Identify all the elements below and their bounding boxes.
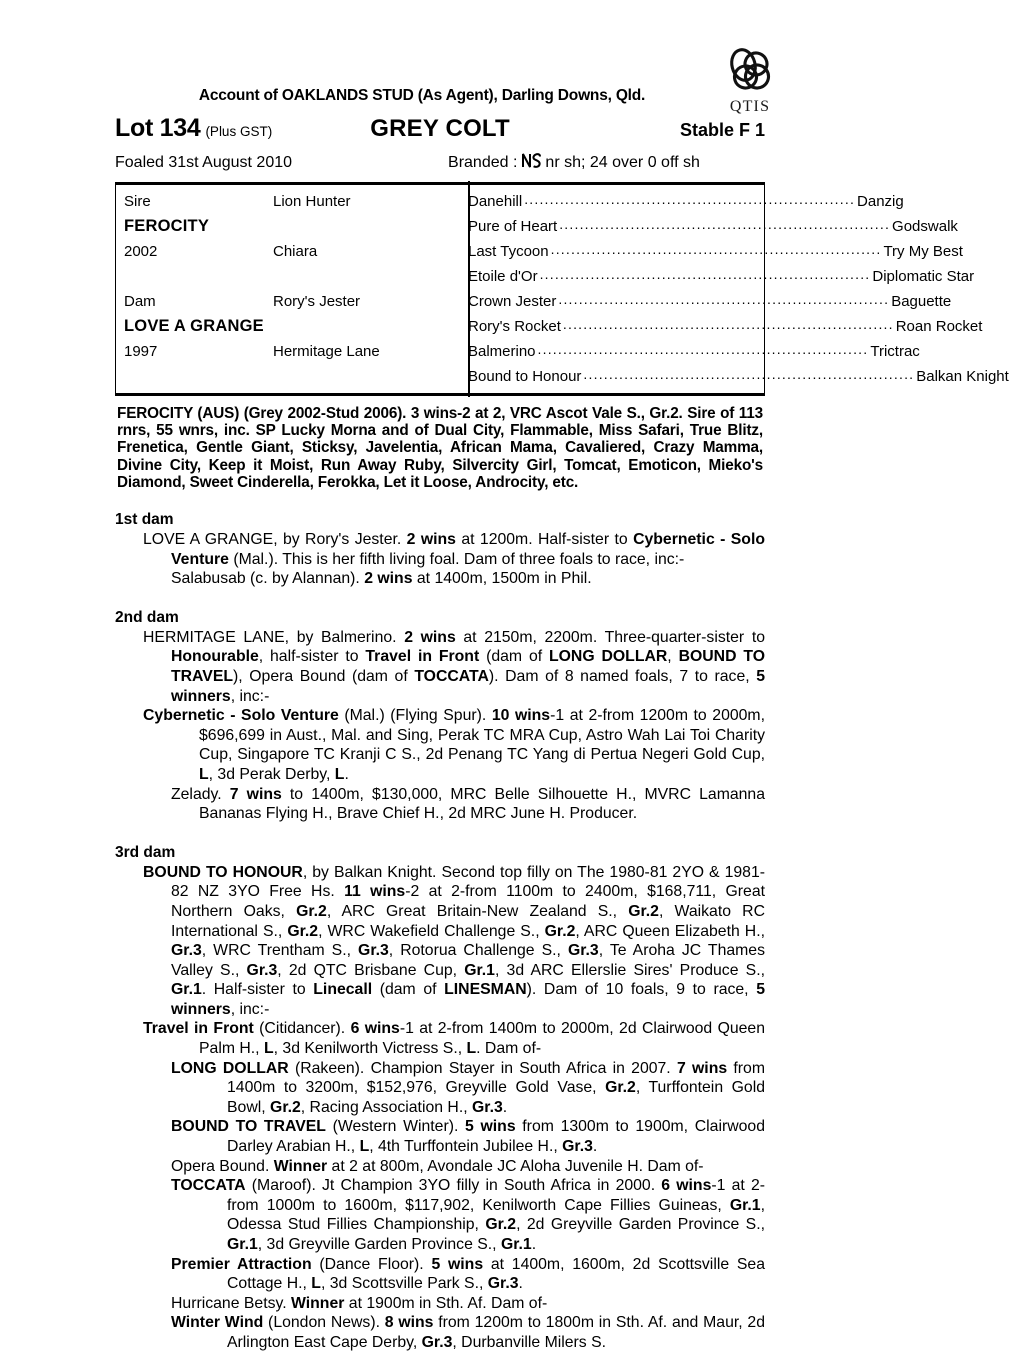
body-text: LOVE A GRANGE, by Rory's Jester. bbox=[143, 531, 407, 549]
emphasis-text: Gr.2 bbox=[287, 922, 319, 940]
account-line: Account of OAKLANDS STUD (As Agent), Darling Downs, Qld. bbox=[198, 87, 646, 104]
emphasis-text: 2 wins bbox=[404, 628, 456, 646]
emphasis-text: Gr.1 bbox=[227, 1236, 258, 1254]
emphasis-text: 6 wins bbox=[350, 1020, 400, 1038]
table-row bbox=[116, 214, 958, 239]
pedigree-rows bbox=[116, 189, 1009, 389]
branded-detail: nr sh; 24 over 0 off sh bbox=[545, 154, 700, 171]
body-text: (London News). bbox=[263, 1314, 385, 1332]
emphasis-text: Gr.3 bbox=[421, 1333, 453, 1351]
body-text: , WRC Wakefield Challenge S., bbox=[318, 922, 545, 940]
gp-name: Etoile d'Or bbox=[468, 268, 538, 285]
body-text: . bbox=[518, 1275, 523, 1293]
body-text: (Mal.). This is her fifth living foal. Dam of three foals to race, inc:- bbox=[228, 550, 685, 568]
emphasis-text: Winner bbox=[273, 1157, 328, 1175]
dam-heading: 1st dam bbox=[115, 511, 174, 529]
gp-name: Pure of Heart bbox=[468, 218, 558, 235]
body-text: at 1200m. Half-sister to bbox=[455, 531, 634, 549]
brand-mark-icon bbox=[521, 152, 543, 174]
body-text: , half-sister to bbox=[258, 648, 366, 666]
pedigree-entry bbox=[115, 569, 765, 589]
gp-name: Bound to Honour bbox=[468, 368, 582, 385]
sire-label: Sire bbox=[124, 193, 151, 210]
body-text: Opera Bound. bbox=[171, 1157, 274, 1175]
body-text: , inc:- bbox=[230, 687, 270, 705]
body-text: (Mal.) (Flying Spur). bbox=[338, 707, 492, 725]
emphasis-text: Linecall bbox=[313, 981, 373, 999]
emphasis-text: TOCCATA bbox=[414, 667, 489, 685]
body-text: , 2d QTC Brisbane Cup, bbox=[277, 961, 465, 979]
emphasis-text: LONG DOLLAR bbox=[171, 1059, 289, 1077]
body-text: , 2d Greyville Garden Province S., bbox=[516, 1216, 765, 1234]
gp-sire: Trictrac bbox=[870, 343, 920, 360]
body-text: , bbox=[667, 648, 679, 666]
emphasis-text: 2 wins bbox=[406, 531, 456, 549]
body-text: Hurricane Betsy. bbox=[171, 1294, 291, 1312]
body-text: at 1400m, 1500m in Phil. bbox=[412, 570, 592, 588]
body-text: , 3d Perak Derby, bbox=[208, 765, 335, 783]
leader-dots: ................................................................. bbox=[559, 216, 891, 232]
table-row bbox=[116, 289, 952, 314]
stable-label: Stable F 1 bbox=[679, 120, 765, 140]
body-text: at 2 at 800m, Avondale JC Aloha Juvenile H. Dam of- bbox=[327, 1157, 704, 1175]
body-text: , 3d Greyville Garden Province S., bbox=[257, 1236, 501, 1254]
emphasis-text: Gr.3 bbox=[171, 942, 202, 960]
pedigree-entry bbox=[115, 628, 765, 706]
plus-gst-note: (Plus GST) bbox=[205, 124, 273, 139]
emphasis-text: Winter Wind bbox=[171, 1314, 264, 1332]
gp-sire: Balkan Knight bbox=[916, 368, 1009, 385]
emphasis-text: Gr.2 bbox=[270, 1098, 301, 1116]
pedigree-entry bbox=[115, 1019, 765, 1058]
emphasis-text: BOUND TO HONOUR bbox=[143, 863, 303, 881]
body-text: Zelady. bbox=[171, 785, 230, 803]
body-text: , 3d ARC Ellerslie Sires' Produce S., bbox=[494, 961, 765, 979]
body-text: , Racing Association H., bbox=[300, 1098, 472, 1116]
body-text: ). Dam of 8 named foals, 7 to race, bbox=[488, 667, 757, 685]
body-text: , Durbanville Milers S. bbox=[452, 1333, 607, 1351]
body-text: at 1900m in Sth. Af. Dam of- bbox=[344, 1294, 548, 1312]
pedigree-entry bbox=[115, 1117, 765, 1156]
body-text: . Half-sister to bbox=[201, 981, 314, 999]
leader-dots: ................................................................. bbox=[583, 366, 915, 382]
pedigree-entry bbox=[115, 530, 765, 569]
dam-label: Dam bbox=[124, 293, 156, 310]
body-text: , by Balkan Knight. Second top filly on The 1980-81 2YO & 1981-82 NZ 3YO Free Hs. bbox=[171, 863, 765, 901]
lot-number: Lot 134 bbox=[115, 114, 201, 142]
emphasis-text: 5 winners bbox=[171, 667, 765, 705]
body-text: , WRC Trentham S., bbox=[201, 942, 359, 960]
gp-name: Danehill bbox=[468, 193, 523, 210]
body-text: , 3d Scottsville Park S., bbox=[320, 1275, 488, 1293]
emphasis-text: Gr.2 bbox=[628, 902, 659, 920]
body-text: , ARC Great Britain-New Zealand S., bbox=[326, 902, 629, 920]
pedigree-table bbox=[115, 182, 1009, 396]
emphasis-text: Gr.1 bbox=[729, 1196, 761, 1214]
emphasis-text: Gr.1 bbox=[500, 1236, 532, 1254]
leader-dots: ................................................................. bbox=[539, 266, 871, 282]
body-text: (Maroof). Jt Champion 3YO filly in South Africa in 2000. bbox=[245, 1177, 662, 1195]
pedigree-entry bbox=[115, 863, 765, 1020]
emphasis-text: 6 wins bbox=[661, 1177, 712, 1195]
sire-dam-name: Chiara bbox=[273, 243, 318, 260]
emphasis-text: L bbox=[311, 1275, 321, 1293]
leader-dots: ................................................................. bbox=[550, 241, 882, 257]
body-text: , Te Aroha JC Thames Valley S., bbox=[171, 942, 765, 979]
emphasis-text: Gr.1 bbox=[171, 981, 202, 999]
pedigree-gp-cell bbox=[468, 218, 966, 235]
emphasis-text: BOUND TO TRAVEL bbox=[171, 1118, 326, 1136]
emphasis-text: Honourable bbox=[171, 648, 259, 666]
body-text: ). Dam of 10 foals, 9 to race, bbox=[526, 981, 757, 999]
pedigree-entry bbox=[115, 1313, 765, 1352]
emphasis-text: BOUND TO TRAVEL bbox=[171, 648, 765, 685]
gp-sire: Roan Rocket bbox=[895, 318, 983, 335]
dam-sire-name: Rory's Jester bbox=[273, 293, 361, 310]
body-text: Salabusab (c. by Alannan). bbox=[171, 570, 365, 588]
pedigree-entry bbox=[115, 1255, 765, 1294]
pedigree-gp-cell bbox=[468, 368, 1017, 385]
branded-label: Branded : bbox=[448, 154, 518, 171]
emphasis-text: 10 wins bbox=[491, 707, 551, 725]
leader-dots: ................................................................. bbox=[562, 316, 894, 332]
body-text: , Rotorua Challenge S., bbox=[388, 942, 568, 960]
table-row bbox=[116, 364, 1009, 389]
emphasis-text: Gr.2 bbox=[485, 1216, 517, 1234]
pedigree-gp-cell bbox=[468, 243, 971, 260]
pedigree-gp-cell bbox=[468, 343, 928, 360]
body-text: , 3d Kenilworth Victress S., bbox=[273, 1040, 467, 1058]
emphasis-text: Gr.3 bbox=[562, 1138, 593, 1156]
body-text: (Rakeen). Champion Stayer in South Africa in 2007. bbox=[288, 1059, 677, 1077]
table-row bbox=[116, 264, 975, 289]
emphasis-text: 7 wins bbox=[676, 1059, 728, 1077]
body-text: . Dam of- bbox=[476, 1040, 542, 1058]
pedigree-gp-cell bbox=[468, 268, 982, 285]
branded-info bbox=[448, 150, 700, 172]
sire-year: 2002 bbox=[124, 243, 158, 260]
body-text: -1 at 2-from 1400m to 2000m, 2d Clairwood Queen Palm H., bbox=[199, 1020, 765, 1058]
gp-sire: Diplomatic Star bbox=[872, 268, 975, 285]
body-text: , ARC Queen Elizabeth H., bbox=[575, 922, 765, 940]
body-text: (Western Winter). bbox=[325, 1118, 466, 1136]
body-text: . bbox=[592, 1138, 598, 1156]
sire-sire-name: Lion Hunter bbox=[273, 193, 351, 210]
page-title: GREY COLT bbox=[370, 115, 510, 142]
pedigree-entry bbox=[115, 1059, 765, 1118]
pedigree-gp-cell bbox=[468, 193, 912, 210]
pedigree-gp-cell bbox=[468, 293, 959, 310]
body-text: HERMITAGE LANE, by Balmerino. bbox=[143, 628, 405, 646]
sire-summary-paragraph: FEROCITY (AUS) (Grey 2002-Stud 2006). 3 wins-2 at 2, VRC Ascot Vale S., Gr.2. Sire of 113 rnrs, 55 wnrs, inc. SP Lucky Morna and of Dual City, Flammable, Miss Safari, True Blitz, Frenetica, Gentle Giant, Sticksy, Javelentia, African Mama, Cavaliered, Crazy Mamma, Divine City, Keep it Moist, Run Away Ruby, Silvercity Girl, Tomcat, Emoticon, Mieko's Diamond, Sweet Cinderella, Ferokka, Let it Loose, Androcity, etc. bbox=[117, 405, 763, 491]
table-row bbox=[116, 189, 904, 214]
emphasis-text: TOCCATA bbox=[171, 1177, 246, 1195]
body-text: . bbox=[344, 765, 349, 783]
emphasis-text: 5 winners bbox=[171, 981, 765, 1018]
emphasis-text: Premier Attraction bbox=[171, 1255, 312, 1273]
body-text: (Citidancer). bbox=[253, 1020, 351, 1038]
body-text: . bbox=[502, 1098, 508, 1116]
emphasis-text: Gr.3 bbox=[472, 1098, 503, 1116]
leader-dots: ................................................................. bbox=[537, 341, 869, 357]
emphasis-text: 7 wins bbox=[229, 785, 282, 803]
table-row bbox=[116, 239, 963, 264]
gp-sire: Baguette bbox=[891, 293, 952, 310]
emphasis-text: 2 wins bbox=[364, 570, 413, 588]
emphasis-text: Gr.3 bbox=[358, 942, 389, 960]
body-text: , inc:- bbox=[230, 1000, 270, 1018]
emphasis-text: L bbox=[334, 765, 345, 783]
body-text: , Turffontein Gold Bowl, bbox=[227, 1079, 765, 1116]
emphasis-text: Gr.3 bbox=[567, 942, 599, 960]
body-text: (Dance Floor). bbox=[311, 1255, 432, 1273]
body-text: at 2150m, 2200m. Three-quarter-sister to bbox=[455, 628, 765, 646]
emphasis-text: Cybernetic - Solo Venture bbox=[143, 707, 339, 725]
gp-sire: Danzig bbox=[857, 193, 904, 210]
pedigree-entry bbox=[115, 706, 765, 784]
emphasis-text: 5 wins bbox=[431, 1255, 484, 1273]
emphasis-text: Gr.2 bbox=[544, 922, 576, 940]
emphasis-text: L bbox=[359, 1138, 370, 1156]
pedigree-gp-cell bbox=[468, 318, 990, 335]
emphasis-text: 8 wins bbox=[384, 1314, 434, 1332]
emphasis-text: 5 wins bbox=[465, 1118, 516, 1136]
gp-sire: Godswalk bbox=[892, 218, 958, 235]
body-text: , Odessa Stud Fillies Championship, bbox=[227, 1196, 765, 1234]
dam-name: LOVE A GRANGE bbox=[124, 317, 264, 335]
emphasis-text: LINESMAN bbox=[444, 981, 527, 999]
pedigree-entry bbox=[115, 785, 765, 824]
qtis-logo-mark bbox=[723, 44, 777, 98]
emphasis-text: Gr.2 bbox=[605, 1079, 636, 1097]
foaled-branded-row bbox=[115, 150, 765, 172]
table-row bbox=[116, 314, 983, 339]
emphasis-text: Cybernetic - Solo Venture bbox=[171, 531, 765, 568]
leader-dots: ................................................................. bbox=[524, 191, 856, 207]
body-text: , Waikato RC International S., bbox=[171, 902, 766, 940]
body-text: -1 at 2-from 1000m to 1600m, $117,902, Kenilworth Cape Fillies Guineas, bbox=[227, 1177, 765, 1214]
body-text: -2 at 2-from 1100m to 2400m, $168,711, Great Northern Oaks, bbox=[171, 883, 766, 920]
leader-dots: ................................................................. bbox=[558, 291, 890, 307]
body-text: -1 at 2-from 1200m to 2000m, $696,699 in Aust., Mal. and Sing, Perak TC MRA Cup, Astro Wah Lai Toi Charity Cup, Singapore TC Kranji C S., 2d Penang TC Yang di Pertua Negeri Gold Cup, bbox=[199, 707, 765, 764]
body-text: , 4th Turffontein Jubilee H., bbox=[369, 1138, 563, 1156]
emphasis-text: Gr.3 bbox=[487, 1275, 519, 1293]
body-text: ), Opera Bound (dam of bbox=[233, 667, 415, 685]
dam-heading: 2nd dam bbox=[115, 608, 179, 626]
emphasis-text: Winner bbox=[290, 1294, 345, 1312]
emphasis-text: Travel in Front bbox=[365, 648, 480, 666]
emphasis-text: Gr.1 bbox=[464, 961, 495, 979]
body-text: to 1400m, $130,000, MRC Belle Silhouette H., MVRC Lamanna Bananas Flying H., Brave Chief H., 2d MRC June H. Producer. bbox=[199, 785, 765, 823]
gp-sire: Try My Best bbox=[883, 243, 963, 260]
gp-name: Crown Jester bbox=[468, 293, 557, 310]
gp-name: Last Tycoon bbox=[468, 243, 549, 260]
emphasis-text: LONG DOLLAR bbox=[548, 648, 668, 666]
emphasis-text: L bbox=[263, 1040, 274, 1058]
emphasis-text: Travel in Front bbox=[143, 1020, 254, 1038]
emphasis-text: Gr.2 bbox=[296, 902, 327, 920]
foaled-date: Foaled 31st August 2010 bbox=[115, 154, 293, 171]
body-text: from 1300m to 1900m, Clairwood Darley Arabian H., bbox=[227, 1118, 765, 1156]
dam-year: 1997 bbox=[124, 343, 158, 360]
body-text: from 1200m to 1800m in Sth. Af. and Maur, 2d Arlington East Cape Derby, bbox=[227, 1314, 765, 1351]
dam-sections bbox=[115, 511, 765, 1353]
sire-name: FEROCITY bbox=[124, 217, 210, 235]
dam-heading: 3rd dam bbox=[115, 843, 176, 861]
pedigree-entry bbox=[115, 1294, 765, 1314]
qtis-logo bbox=[712, 44, 788, 115]
pedigree-entry bbox=[115, 1157, 765, 1177]
qtis-logo-text: QTIS bbox=[729, 98, 771, 115]
dam-dam-name: Hermitage Lane bbox=[273, 343, 380, 360]
brand-mark-glyph bbox=[521, 152, 543, 169]
gp-name: Balmerino bbox=[468, 343, 536, 360]
body-text: (dam of bbox=[372, 981, 445, 999]
emphasis-text: 11 wins bbox=[344, 883, 406, 901]
body-text: (dam of bbox=[479, 648, 549, 666]
body-text: from 1400m to 3200m, $152,976, Greyville Gold Vase, bbox=[227, 1059, 765, 1097]
emphasis-text: Gr.3 bbox=[246, 961, 278, 979]
emphasis-text: L bbox=[466, 1040, 477, 1058]
pedigree-entry bbox=[115, 1176, 765, 1254]
body-text: at 1400m, 1600m, 2d Scottsville Sea Cottage H., bbox=[227, 1255, 765, 1293]
body-text: . bbox=[531, 1236, 537, 1254]
emphasis-text: L bbox=[199, 765, 209, 783]
gp-name: Rory's Rocket bbox=[468, 318, 561, 335]
table-row bbox=[116, 339, 920, 364]
lot-header-row bbox=[115, 114, 765, 142]
